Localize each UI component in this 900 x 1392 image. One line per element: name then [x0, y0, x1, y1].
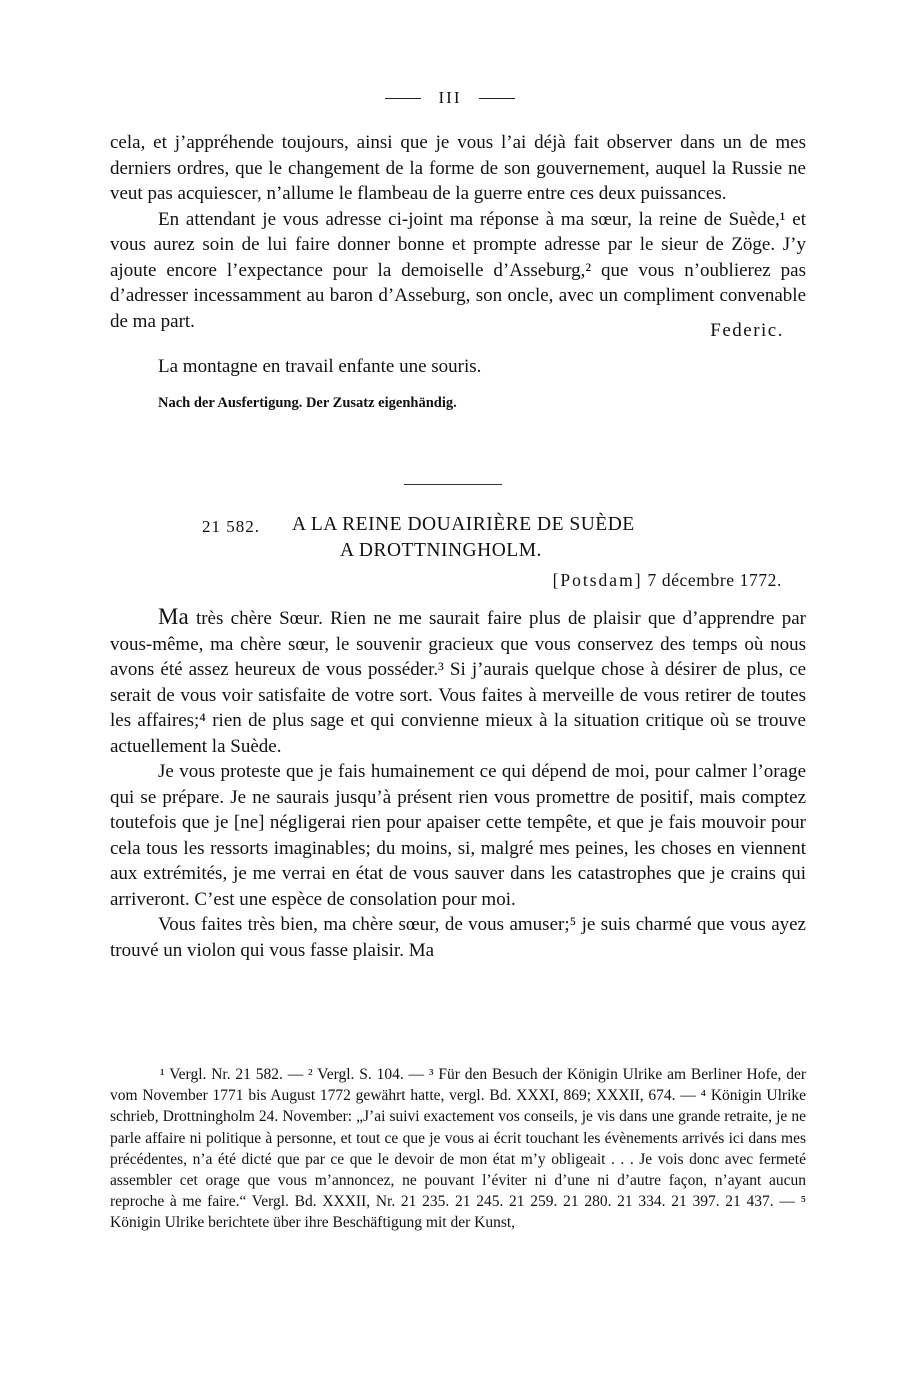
section-divider: [404, 484, 502, 485]
footnotes: [110, 1064, 806, 1234]
page-header: [0, 88, 900, 108]
top-section: [110, 130, 806, 412]
header-rule-left: [385, 98, 421, 99]
letter-body: [110, 604, 806, 963]
footnotes-text: ¹ Vergl. Nr. 21 582. — ² Vergl. S. 104. — ³ Für den Besuch der Königin Ulrike am Berliner Hofe, der vom November 1771 bis August 1772 gewährt hatte, vergl. Bd. XXXI, 869; XXXII, 674. — ⁴ Königin Ulrike schrieb, Drottningholm 24. November: „J’ai suivi exactement vos conseils, je vis dans une grande retraite, je ne parle affaire ni politique à personne, et tout ce que je vous ai écrit touchant les évènements arrivés ici dans mes précédentes, n’a été dicté que par ce que le devoir de mon état m’y obligeait . . . Je vois donc avec fermeté assembler cet orage que vous m’annoncez, ne pouvant l’éviter ni d’une ni d’autre façon, n’ayant aucun reproche à me faire.“ Vergl. Bd. XXXII, Nr. 21 235. 21 245. 21 259. 21 280. 21 334. 21 397. 21 437. — ⁵ Königin Ulrike berichtete über ihre Beschäftigung mit der Kunst,: [110, 1066, 806, 1232]
salutation-initial: Ma: [158, 604, 189, 629]
signature: Federic.: [710, 320, 784, 341]
letter-paragraph-2: Je vous proteste que je fais humainement ce qui dépend de moi, pour calmer l’orage qui se prépare. Je ne saurais jusqu’à présent rien vous promettre de positif, mais comptez toutefois que je [ne] négligerai rien pour apaiser cette tempête, et que je fais mouvoir pour cela tous les ressorts imaginables; du moins, si, malgré mes peines, les choses en viennent aux extrémités, je me verrai en état de vous sauver dans les catastrophes que je crains qui arriveront. C’est une espèce de consolation pour moi.: [110, 761, 806, 910]
page-number: III: [438, 88, 462, 107]
letter-date: 7 décembre 1772.: [647, 570, 782, 590]
letter-title-line2: A DROTTNINGHOLM.: [340, 540, 542, 561]
letter-place: [Potsdam]: [552, 570, 643, 590]
letter-title-line1: A LA REINE DOUAIRIÈRE DE SUÈDE: [292, 514, 635, 535]
letter-number: 21 582.: [202, 517, 260, 536]
letter-paragraph-1-text: très chère Sœur. Rien ne me saurait faire plus de plaisir que d’apprendre par vous-même, ma chère sœur, le souvenir gracieux que vous conservez des temps où nous avons été assez heureux de vous posséder.³ Si j’aurais quelque chose à désirer de plus, ce serait de vous voir satisfaite de votre sort. Vous faites à merveille de vous retirer de toutes les affaires;⁴ rien de plus sage et qui convienne mieux à la situation critique où se trouve actuellement la Suède.: [110, 608, 806, 757]
letter-paragraph-1: [110, 604, 806, 759]
source-note: Nach der Ausfertigung. Der Zusatz eigenhändig.: [158, 395, 457, 411]
reply-paragraph: En attendant je vous adresse ci-joint ma réponse à ma sœur, la reine de Suède,¹ et vous aurez soin de lui faire donner bonne et prompte adresse par le sieur de Zöge. J’y ajoute encore l’expectance pour la demoiselle d’Asseburg,² que vous n’oublierez pas d’adresser incessamment au baron d’Asseburg, son oncle, avec un compliment convenable de ma part.: [110, 208, 806, 332]
postscript: La montagne en travail enfante une souris.: [158, 356, 482, 377]
header-rule-right: [479, 98, 515, 99]
dateline: [553, 570, 782, 591]
continuation-paragraph: cela, et j’appréhende toujours, ainsi que je vous l’ai déjà fait observer dans un de mes derniers ordres, que le changement de la forme de son gouvernement, auquel la Russie ne veut pas acquiescer, n’allume le flambeau de la guerre entre ces deux puissances.: [110, 132, 806, 204]
letter-paragraph-3: Vous faites très bien, ma chère sœur, de vous amuser;⁵ je suis charmé que vous ayez trouvé un violon qui vous fasse plaisir. Ma: [110, 914, 806, 961]
